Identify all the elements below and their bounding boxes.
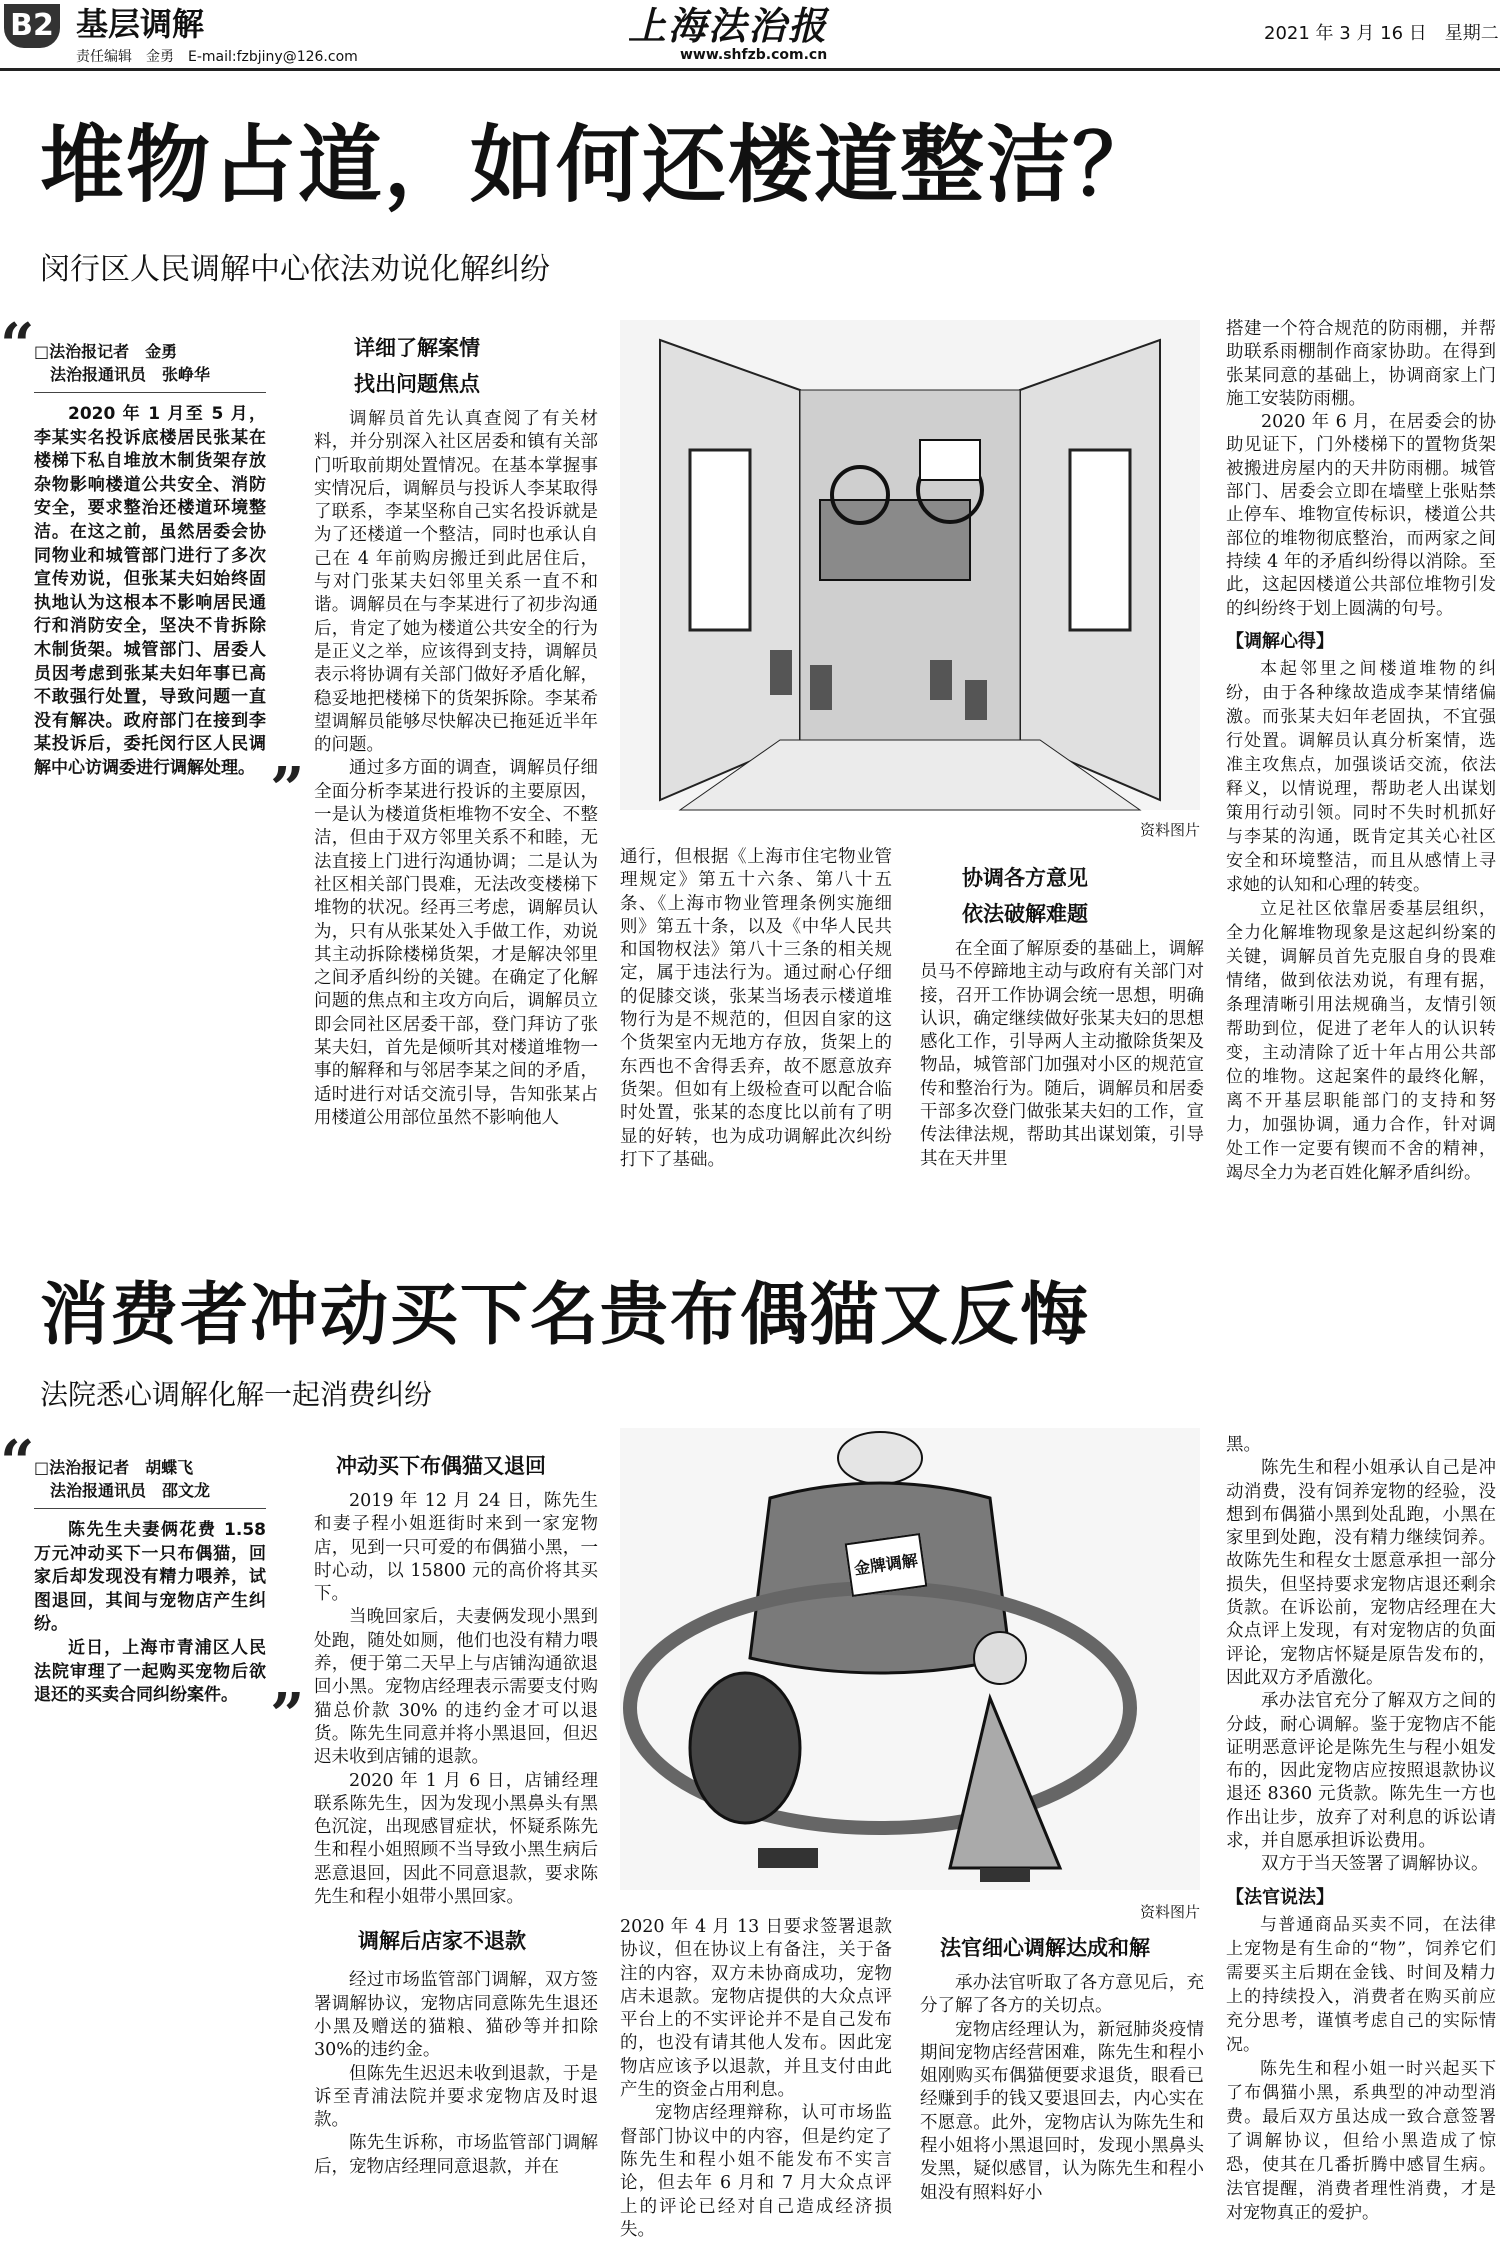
story2-column-3 xyxy=(620,1916,892,2240)
story1-headline: 堆物占道，如何还楼道整洁？ xyxy=(40,116,1159,214)
paper-name: 上海法治报 xyxy=(628,3,829,48)
story1-subhead: 闵行区人民调解中心依法劝说化解纠纷 xyxy=(40,252,550,287)
story2-lead: 陈先生夫妻俩花费 1.58 万元冲动买下一只布偶猫，回家后却发现没有精力喂养，试图退回，其间与宠物店产生纠纷。 xyxy=(34,1520,266,1635)
story2-subheading-2: 调解后店家不退款 xyxy=(358,1929,526,1954)
story1-subheading-2b: 依法破解难题 xyxy=(962,902,1088,926)
page-code-badge: B2 xyxy=(4,4,60,48)
paragraph: 但陈先生迟迟未收到退款，于是诉至青浦法院并要求宠物店及时退款。 xyxy=(314,2063,598,2131)
story2-subheading-1: 冲动买下布偶猫又退回 xyxy=(336,1454,546,1478)
paragraph: 搭建一个符合规范的防雨棚，并帮助联系雨棚制作商家协助。在得到张某同意的基础上，协调商家上门施工安装防雨棚。 xyxy=(1226,319,1496,409)
story2-column-2 xyxy=(314,1448,598,2228)
open-quote-mark: “ xyxy=(0,1428,35,1498)
story1-lead-column xyxy=(34,340,266,800)
story2-subhead: 法院悉心调解化解一起消费纠纷 xyxy=(40,1378,433,1411)
paragraph: 承办法官听取了各方意见后，充分了解了各方的关切点。 xyxy=(920,1973,1204,2017)
paragraph: 陈先生和程小姐承认自己是冲动消费，没有饲养宠物的经验，没想到布偶猫小黑到处乱跑，小黑在家里到处跑，没有精力继续饲养。故陈先生和程女士愿意承担一部分损失，但坚持要求宠物店退还剩余货款。在诉讼前，宠物店经理在大众点评上发现，有对宠物店的负面评论，宠物店怀疑是原告发布的，因此双方矛盾激化。 xyxy=(1226,1458,1496,1688)
paragraph: 本起邻里之间楼道堆物的纠纷，由于各种缘故造成李某情绪偏激。而张某夫妇年老固执，不宜强行处置。调解员认真分析案情，选准主攻焦点，加强谈话交流，依法释义，以情说理，帮助老人出谋划策用行动引领。同时不失时机抓好与李某的沟通，既肯定其关心社区安全和环境整洁，而且从感情上寻求她的认知和心理的转变。 xyxy=(1226,658,1496,895)
section-title: 基层调解 xyxy=(76,5,205,43)
story1-illustration xyxy=(620,320,1200,839)
story1-subheading-2a: 协调各方意见 xyxy=(962,866,1088,890)
paragraph: 宠物店经理认为，新冠肺炎疫情期间宠物店经营困难，陈先生和程小姐刚购买布偶猫便要求退货，眼看已经赚到手的钱又要退回去，内心实在不愿意。此外，宠物店认为陈先生和程小姐将小黑退回时，发现小黑鼻头发黑，疑似感冒，认为陈先生和程小姐没有照料好小 xyxy=(920,2019,1204,2203)
paragraph: 调解员首先认真查阅了有关材料，并分别深入社区居委和镇有关部门听取前期处置情况。在基本掌握事实情况后，调解员与投诉人李某取得了联系，李某坚称自己实名投诉就是为了还楼道一个整洁，同时也承认自己在 4 年前购房搬迁到此居住后，与对门张某夫妇邻里关系一直不和谐。调解员在与李某进行了初步沟通后，肯定了她为楼道公共安全的行为是正义之举，应该得到支持，调解员表示将协调有关部门做好矛盾化解，稳妥地把楼梯下的货架拆除。李某希望调解员能够尽快解决已拖延近半年的问题。 xyxy=(314,409,598,756)
story1-heart-tag: 【调解心得】 xyxy=(1226,630,1334,652)
paragraph: 当晚回家后，夫妻俩发现小黑到处跑，随处如厕，他们也没有精力喂养，便于第二天早上与店铺沟通欲退回小黑。宠物店经理表示需要支付购猫总价款 30% 的违约金才可以退货。陈先生同意并将小黑退回，但迟迟未收到店铺的退款。 xyxy=(314,1607,598,1768)
paragraph: 与普通商品买卖不同，在法律上宠物是有生命的“物”，饲养它们需要买主后期在金钱、时间及精力上的持续投入，消费者在购买前应充分思考，谨慎考虑自己的实际情况。 xyxy=(1226,1914,1496,2055)
paragraph: 2020 年 4 月 13 日要求签署退款协议，但在协议上有备注，关于备注的内容，双方未协商成功，宠物店未退款。宠物店提供的大众点评平台上的不实评论并不是自己发布的，也没有请其他人发布。因此宠物店应该予以退款，并且支付由此产生的资金占用利息。 xyxy=(620,1917,892,2101)
website: www.shfzb.com.cn xyxy=(680,47,828,63)
paragraph: 承办法官充分了解双方之间的分歧，耐心调解。鉴于宠物店不能证明恶意评论是陈先生与程小姐发布的，因此宠物店应按照退款协议退还 8360 元货款。陈先生一方也作出让步，放弃了对利息的诉讼请求，并自愿承担诉讼费用。 xyxy=(1226,1691,1496,1852)
paragraph: 经过市场监管部门调解，双方签署调解协议，宠物店同意陈先生退还小黑及赠送的猫粮、猫砂等并扣除 30%的违约金。 xyxy=(314,1970,598,2061)
story1-column-4 xyxy=(920,860,1204,1240)
mediation-badge: 金牌调解 xyxy=(845,1533,928,1597)
story2-lead: 近日，上海市青浦区人民法院审理了一起购买宠物后欲退还的买卖合同纠纷案件。 xyxy=(34,1637,266,1706)
story1-column-2 xyxy=(314,330,598,1238)
story1-lead: 2020 年 1 月至 5 月，李某实名投诉底楼居民张某在楼梯下私自堆放木制货架存放杂物影响楼道公共安全、消防安全，要求整治还楼道环境整洁。在这之前，虽然居委会协同物业和城管部门进行了多次宣传劝说，但张某夫妇始终固执地认为这根本不影响居民通行和消防安全，坚决不肯拆除木制货架。城管部门、居委人员因考虑到张某夫妇年事已高不敢强行处置，导致问题一直没有解决。政府部门在接到李某投诉后，委托闵行区人民调解中心访调委进行调解处理。 xyxy=(34,404,266,778)
story2-column-5 xyxy=(1226,1434,1496,2229)
paragraph: 双方于当天签署了调解协议。 xyxy=(1261,1854,1489,1875)
paragraph: 陈先生和程小姐一时兴起买下了布偶猫小黑，系典型的冲动型消费。最后双方虽达成一致合意签署了调解协议，但给小黑造成了惊恐，使其在几番折腾中感冒生病。法官提醒，消费者理性消费，才是对宠物真正的爱护。 xyxy=(1226,2058,1496,2223)
editor-line: 责任编辑 金勇 E-mail:fzbjiny@126.com xyxy=(76,49,358,65)
issue-date: 2021 年 3 月 16 日 星期二 xyxy=(1264,23,1499,44)
story2-subheading-3: 法官细心调解达成和解 xyxy=(940,1936,1150,1960)
paragraph: 在全面了解原委的基础上，调解员马不停蹄地主动与政府有关部门对接，召开工作协调会统一思想，明确认识，确定继续做好张某夫妇的思想感化工作，引导两人主动撤除货架及物品，城管部门加强对小区的规范宣传和整治行为。随后，调解员和居委干部多次登门做张某夫妇的工作，宣传法律法规，帮助其出谋划策，引导其在天井里 xyxy=(920,939,1204,1169)
story2-photo-caption: 资料图片 xyxy=(1139,1903,1200,1921)
byline-correspondent: 法治报通讯员 邵文龙 xyxy=(34,1481,211,1500)
paragraph: 陈先生诉称，市场监管部门调解后，宠物店经理同意退款，并在 xyxy=(314,2133,598,2177)
paragraph: 通行，但根据《上海市住宅物业管理规定》第五十六条、第八十五条、《上海市物业管理条例实施细则》第五十条，以及《中华人民共和国物权法》第八十三条的相关规定，属于违法行为。通过耐心仔细的促膝交谈，张某当场表示楼道堆物行为是不规范的，但因自家的这个货架室内无地方存放，货架上的东西也不舍得丢弃，故不愿意放弃货架。但如有上级检查可以配合临时处置，张某的态度比以前有了明显的好转，也为成功调解此次纠纷打下了基础。 xyxy=(620,847,892,1170)
story2-lead-column xyxy=(34,1456,266,1786)
story1-subheading-1b: 找出问题焦点 xyxy=(354,372,480,396)
paragraph: 立足社区依靠居委基层组织，全力化解堆物现象是这起纠纷案的关键，调解员首先克服自身的畏难情绪，做到依法劝说，有理有据，条理清晰引用法规确当，友情引领帮助到位，促进了老年人的认识转变，主动清除了近十年占用公共部位的堆物。这起案件的最终化解，离不开基层职能部门的支持和努力，加强协调，通力合作，针对调处工作一定要有锲而不舍的精神，竭尽全力为老百姓化解矛盾纠纷。 xyxy=(1226,898,1496,1183)
story1-column-5 xyxy=(1226,318,1496,1248)
close-quote-mark: ” xyxy=(270,1681,305,1751)
open-quote-mark: “ xyxy=(0,311,35,381)
paragraph: 2020 年 1 月 6 日，店铺经理联系陈先生，因为发现小黑鼻头有黑色沉淀，出现感冒症状，怀疑系陈先生和程小姐照顾不当导致小黑生病后恶意退回，因此不同意退款，要求陈先生和程小姐带小黑回家。 xyxy=(314,1770,598,1908)
paragraph: 2019 年 12 月 24 日，陈先生和妻子程小姐逛街时来到一家宠物店，见到一只可爱的布偶猫小黑，一时心动，以 15800 元的高价将其买下。 xyxy=(314,1491,598,1605)
story2-judge-tag: 【法官说法】 xyxy=(1226,1886,1334,1908)
byline-reporter: □法治报记者 金勇 xyxy=(34,342,178,361)
paragraph: 黑。 xyxy=(1226,1435,1261,1455)
paragraph: 宠物店经理辩称，认可市场监督部门协议中的内容，但是约定了陈先生和程小姐不能发布不实言论，但去年 6 月和 7 月大众点评上的评论已经对自己造成经济损失。 xyxy=(620,2103,892,2240)
story1-column-3 xyxy=(620,846,892,1238)
masthead-rule xyxy=(0,68,1500,71)
story2-headline: 消费者冲动买下名贵布偶猫又反悔 xyxy=(40,1276,1091,1355)
story1-photo-caption: 资料图片 xyxy=(1139,821,1200,839)
story2-illustration xyxy=(620,1428,1200,1921)
close-quote-mark: ” xyxy=(270,755,305,825)
byline-correspondent: 法治报通讯员 张峥华 xyxy=(34,365,211,384)
byline-reporter: □法治报记者 胡蝶飞 xyxy=(34,1458,194,1477)
story1-subheading-1a: 详细了解案情 xyxy=(354,336,480,360)
paragraph: 2020 年 6 月，在居委会的协助见证下，门外楼梯下的置物货架被搬进房屋内的天井防雨棚。城管部门、居委会立即在墙壁上张贴禁止停车、堆物宣传标识，楼道公共部位的堆物彻底整治，而两家之间持续 4 年的矛盾纠纷得以消除。至此，这起因楼道公共部位堆物引发的纠纷终于划上圆满的句号。 xyxy=(1226,412,1496,619)
paragraph: 通过多方面的调查，调解员仔细全面分析李某进行投诉的主要原因，一是认为楼道货柜堆物不安全、不整洁，但由于双方邻里关系不和睦，无法直接上门进行沟通协调；二是认为社区相关部门畏难，无法改变楼梯下堆物的状况。经再三考虑，调解员认为，只有从张某处入手做工作，劝说其主动拆除楼梯货架，才是解决邻里之间矛盾纠纷的关键。在确定了化解问题的焦点和主攻方向后，调解员立即会同社区居委干部，登门拜访了张某夫妇，首先是倾听其对楼道堆物一事的解释和与邻居李某之间的矛盾，适时进行对话交流引导，告知张某占用楼道公用部位虽然不影响他人 xyxy=(314,758,598,1128)
story2-column-4 xyxy=(920,1930,1204,2229)
